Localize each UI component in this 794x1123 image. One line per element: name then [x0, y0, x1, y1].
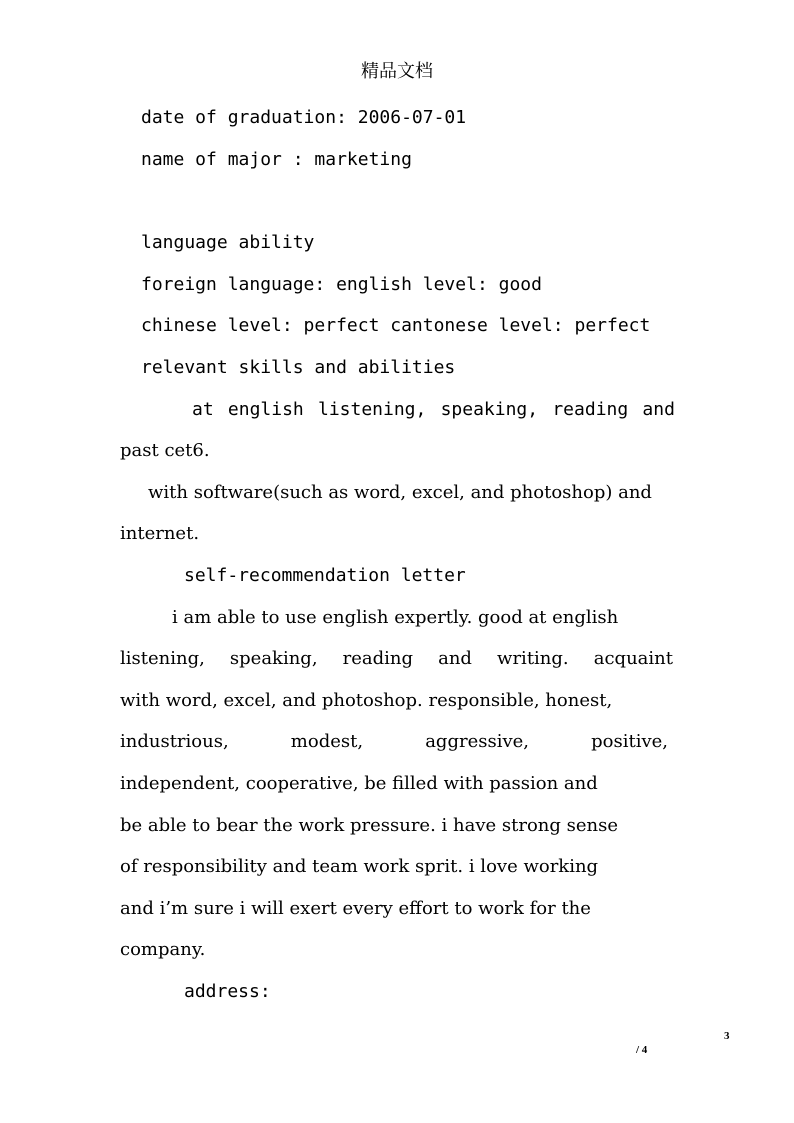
- skills-para1-line1: [192, 398, 675, 422]
- word: industrious,: [120, 731, 229, 752]
- letter-line-4: [120, 730, 668, 754]
- page-number: 3: [724, 1030, 730, 1042]
- word: and: [642, 399, 675, 420]
- word: modest,: [290, 731, 364, 752]
- page-total: / 4: [636, 1044, 648, 1056]
- letter-line-3: with word, excel, and photoshop. responsible, honest,: [120, 690, 613, 711]
- word: at: [192, 399, 214, 420]
- skills-para2-line1: with software(such as word, excel, and photoshop) and: [148, 482, 652, 503]
- word: speaking,: [440, 399, 539, 420]
- word: acquaint: [593, 648, 673, 669]
- letter-title: self-recommendation letter: [184, 565, 466, 586]
- word: english: [227, 399, 304, 420]
- word: aggressive,: [425, 731, 529, 752]
- skills-heading: relevant skills and abilities: [141, 357, 456, 378]
- word: writing.: [497, 648, 569, 669]
- letter-line-5: independent, cooperative, be filled with passion and: [120, 773, 598, 794]
- graduation-date-line: date of graduation: 2006-07-01: [141, 107, 467, 128]
- letter-line-8: and i’m sure i will exert every effort to work for the: [120, 898, 591, 919]
- chinese-level-line: chinese level: perfect cantonese level: perfect: [141, 315, 651, 336]
- letter-line-1: i am able to use english expertly. good at english: [172, 607, 619, 628]
- address-label: address:: [184, 981, 271, 1002]
- major-line: name of major : marketing: [141, 149, 412, 170]
- word: reading: [342, 648, 414, 669]
- word: positive,: [591, 731, 668, 752]
- foreign-language-line: foreign language: english level: good: [141, 274, 542, 295]
- letter-line-6: be able to bear the work pressure. i have strong sense: [120, 815, 618, 836]
- skills-para1-line2: past cet6.: [120, 440, 210, 461]
- word: listening,: [120, 648, 205, 669]
- skills-para2-line2: internet.: [120, 523, 200, 544]
- word: listening,: [317, 399, 427, 420]
- letter-line-2: [120, 647, 673, 671]
- word: and: [438, 648, 472, 669]
- word: speaking,: [229, 648, 318, 669]
- letter-line-9: company.: [120, 939, 206, 960]
- page-header-title: 精品文档: [361, 61, 433, 82]
- language-ability-heading: language ability: [141, 232, 315, 253]
- letter-line-7: of responsibility and team work sprit. i love working: [120, 856, 599, 877]
- word: reading: [552, 399, 629, 420]
